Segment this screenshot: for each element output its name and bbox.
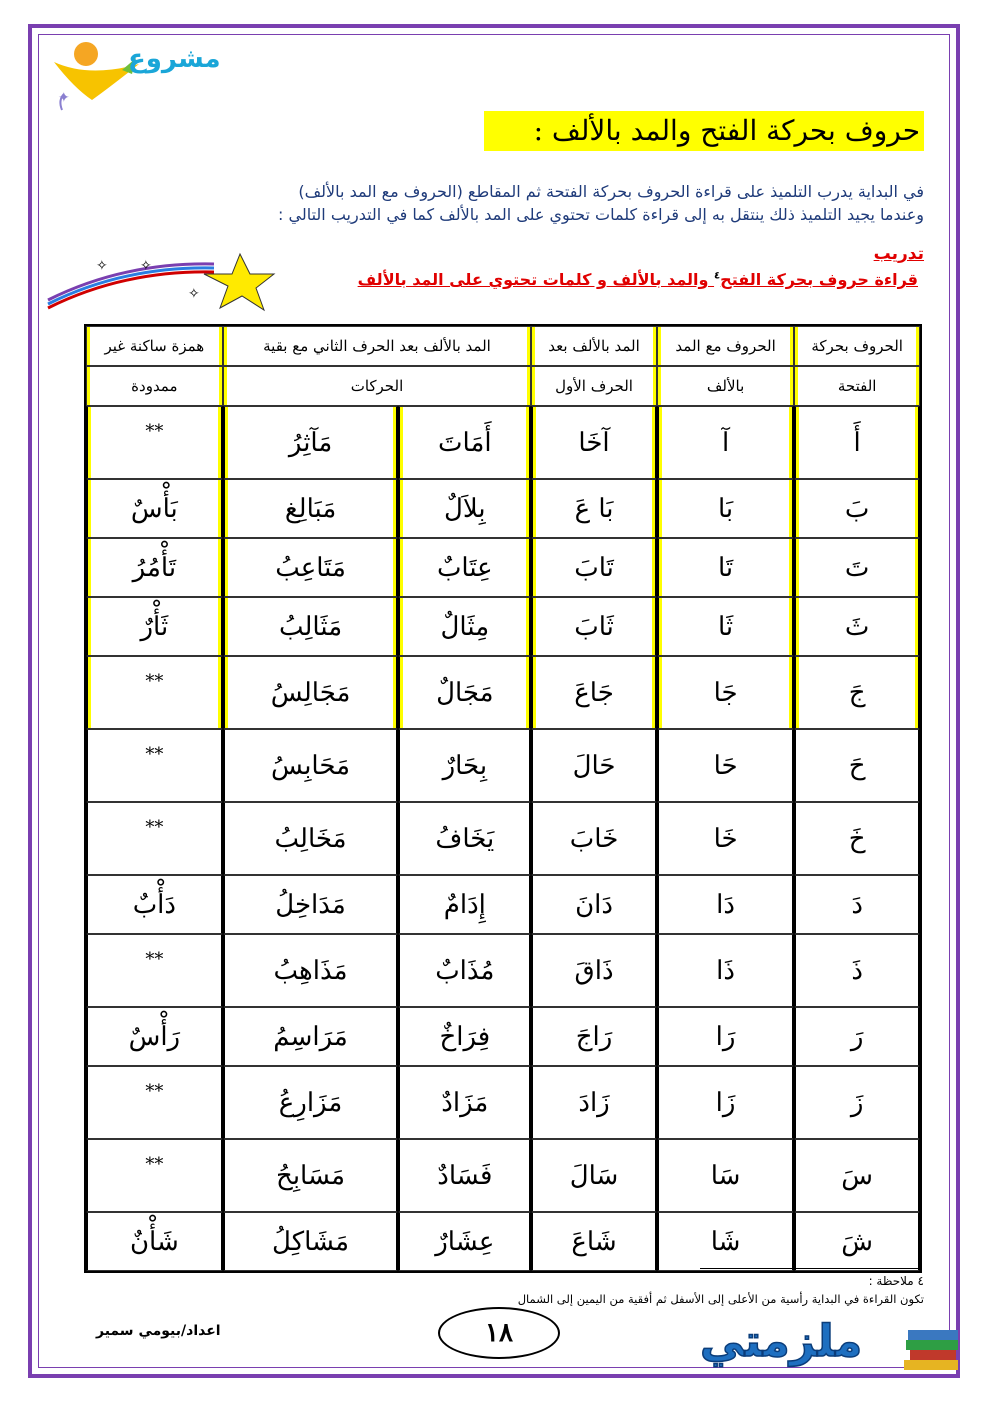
table-cell: دَ <box>794 875 920 934</box>
table-cell: ذَ <box>794 934 920 1007</box>
table-cell: مُذَابٌ <box>398 934 531 1007</box>
table-cell: رَأْسٌ <box>86 1007 223 1066</box>
svg-text:✧: ✧ <box>188 286 200 302</box>
svg-text:✧: ✧ <box>96 258 108 274</box>
table-cell: ثَ <box>794 597 920 656</box>
table-cell: ** <box>86 729 223 802</box>
table-cell: مَشَاكِلُ <box>223 1212 399 1271</box>
table-cell: آخَا <box>531 406 657 479</box>
table-cell: مَخَالِبُ <box>223 802 399 875</box>
footnote-rule <box>700 1268 922 1269</box>
page-title: حروف بحركة الفتح والمد بالألف : <box>484 111 924 151</box>
header-madd-first-2: الحرف الأول <box>531 366 657 406</box>
table-cell: زَا <box>657 1066 794 1139</box>
table-cell: مَتَاعِبُ <box>223 538 399 597</box>
table-cell: مَجَالِسُ <box>223 656 399 729</box>
shooting-star-icon <box>44 250 306 312</box>
header-madd-first: المد بالألف بعد <box>531 326 657 366</box>
table-cell: أَ <box>794 406 920 479</box>
table-cell: زَادَ <box>531 1066 657 1139</box>
table-cell: إِدَامٌ <box>398 875 531 934</box>
table-cell: شَ <box>794 1212 920 1271</box>
header-fatha: الحروف بحركة <box>794 326 920 366</box>
table-row <box>86 1139 920 1212</box>
header-hamza-2: ممدودة <box>86 366 223 406</box>
table-cell: تَ <box>794 538 920 597</box>
table-row <box>86 934 920 1007</box>
table-cell: شَأْنٌ <box>86 1212 223 1271</box>
table-cell: خَا <box>657 802 794 875</box>
table-row <box>86 538 920 597</box>
table-cell: دَا <box>657 875 794 934</box>
header-madd-second: المد بالألف بعد الحرف الثاني مع بقية <box>223 326 532 366</box>
training-subtitle-start: قراءة حروف بحركة الفتح <box>720 270 918 289</box>
table-cell: جَ <box>794 656 920 729</box>
letters-table <box>84 324 922 1273</box>
table-cell: يَخَافُ <box>398 802 531 875</box>
table-cell: أَمَاتَ <box>398 406 531 479</box>
table-cell: تَا <box>657 538 794 597</box>
table-cell: عِشَارٌ <box>398 1212 531 1271</box>
table-row <box>86 1212 920 1271</box>
table-row <box>86 729 920 802</box>
table-cell: زَ <box>794 1066 920 1139</box>
table-cell: ** <box>86 1066 223 1139</box>
footnote-label: ٤ ملاحظة : <box>868 1274 924 1288</box>
table-row <box>86 597 920 656</box>
table-cell: مَجَالٌ <box>398 656 531 729</box>
table-row <box>86 656 920 729</box>
table-cell: فِرَاخٌ <box>398 1007 531 1066</box>
table-row <box>86 479 920 538</box>
table-cell: رَا <box>657 1007 794 1066</box>
svg-text:✧: ✧ <box>140 258 152 274</box>
table-cell: ذَا <box>657 934 794 1007</box>
table-cell: حَالَ <box>531 729 657 802</box>
table-row <box>86 1066 920 1139</box>
table-cell: شَا <box>657 1212 794 1271</box>
intro-line-1: في البداية يدرب التلميذ على قراءة الحروف بحركة الفتحة ثم المقاطع (الحروف مع المد بالألف) <box>298 182 924 201</box>
header-madd: الحروف مع المد <box>657 326 794 366</box>
table-cell: دَأْبٌ <box>86 875 223 934</box>
table-cell: شَاعَ <box>531 1212 657 1271</box>
table-cell: بَا <box>657 479 794 538</box>
table-cell: حَا <box>657 729 794 802</box>
table-cell: مِثَالٌ <box>398 597 531 656</box>
intro-paragraph <box>104 180 924 226</box>
table-row <box>86 875 920 934</box>
table-cell: ثَأْرٌ <box>86 597 223 656</box>
table-cell: عِتَابٌ <box>398 538 531 597</box>
table-body <box>86 406 920 1271</box>
table-cell: فَسَادٌ <box>398 1139 531 1212</box>
table-cell: ** <box>86 934 223 1007</box>
table-cell: دَانَ <box>531 875 657 934</box>
svg-text:✦: ✦ <box>58 90 70 106</box>
table-cell: ** <box>86 1139 223 1212</box>
table-cell: مَبَالِغ <box>223 479 399 538</box>
table-cell: تَابَ <box>531 538 657 597</box>
table-row <box>86 802 920 875</box>
table-row <box>86 406 920 479</box>
table-cell: آ <box>657 406 794 479</box>
table-cell: مَحَابِسُ <box>223 729 399 802</box>
header-fatha-2: الفتحة <box>794 366 920 406</box>
footnote-ref: ٤ <box>714 270 721 282</box>
page-number: ١٨ <box>438 1307 560 1359</box>
table-cell: ثَابَ <box>531 597 657 656</box>
training-subtitle <box>358 270 918 289</box>
table-cell: بِحَارٌ <box>398 729 531 802</box>
header-madd-second-2: الحركات <box>223 366 532 406</box>
table-cell: ** <box>86 406 223 479</box>
table-cell: بَأْسٌ <box>86 479 223 538</box>
table-cell: حَ <box>794 729 920 802</box>
footnote-text: تكون القراءة في البداية رأسية من الأعلى إلى الأسفل ثم أفقية من اليمين إلى الشمال <box>517 1292 924 1306</box>
table-cell: مَدَاخِلُ <box>223 875 399 934</box>
table-cell: مَذَاهِبُ <box>223 934 399 1007</box>
table-cell: ذَاقَ <box>531 934 657 1007</box>
table-cell: مَسَابِحُ <box>223 1139 399 1212</box>
table-cell: مَثَالِبُ <box>223 597 399 656</box>
table-cell: سَالَ <box>531 1139 657 1212</box>
header-hamza: همزة ساكنة غير <box>86 326 223 366</box>
table-cell: بَا عَ <box>531 479 657 538</box>
table-row <box>86 1007 920 1066</box>
table-cell: ثَا <box>657 597 794 656</box>
table-cell: بِلاَلٌ <box>398 479 531 538</box>
table-cell: رَاجَ <box>531 1007 657 1066</box>
intro-line-2: وعندما يجيد التلميذ ذلك ينتقل به إلى قراءة كلمات تحتوي على المد بالألف كما في التدريب التالي : <box>278 205 924 224</box>
table-cell: تَأْمُرُ <box>86 538 223 597</box>
table-cell: مَرَاسِمُ <box>223 1007 399 1066</box>
table-cell: رَ <box>794 1007 920 1066</box>
brand-logo <box>694 1300 966 1380</box>
table-cell: ** <box>86 802 223 875</box>
table-cell: مَآثِرُ <box>223 406 399 479</box>
table-cell: ** <box>86 656 223 729</box>
table-cell: مَزَارِعُ <box>223 1066 399 1139</box>
table-cell: خَ <box>794 802 920 875</box>
table-cell: جَا <box>657 656 794 729</box>
table-cell: مَزَادٌ <box>398 1066 531 1139</box>
svg-text:ملزمتي: ملزمتي <box>700 1316 863 1367</box>
table-cell: سَا <box>657 1139 794 1212</box>
author-credit: اعداد/بيومي سمير <box>96 1323 221 1339</box>
table-cell: خَابَ <box>531 802 657 875</box>
training-label: تدريب <box>873 244 924 264</box>
table-cell: سَ <box>794 1139 920 1212</box>
header-madd-2: بالألف <box>657 366 794 406</box>
logo-text: مشروع <box>128 44 221 74</box>
training-subtitle-rest: والمد بالألف و كلمات تحتوي على المد بالألف <box>357 270 715 289</box>
table-cell: جَاعَ <box>531 656 657 729</box>
table-cell: بَ <box>794 479 920 538</box>
